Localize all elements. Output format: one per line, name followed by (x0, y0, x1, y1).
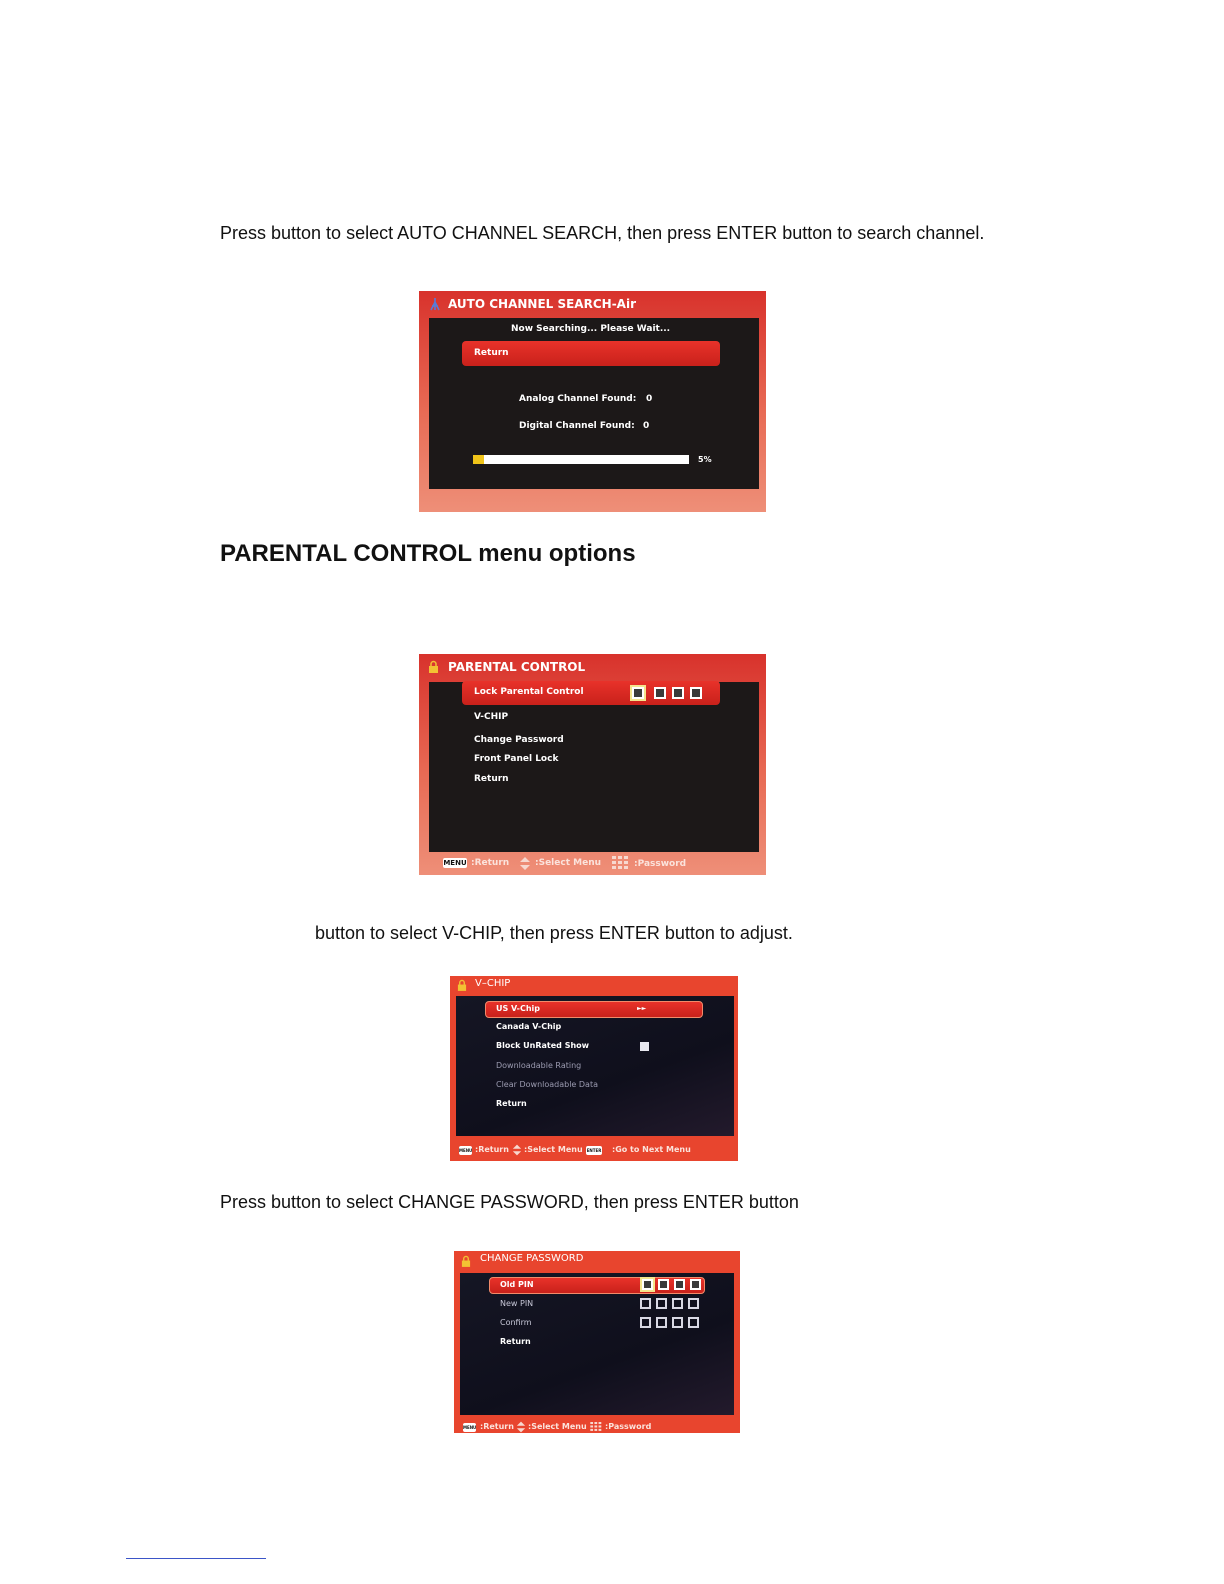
up-down-icon (519, 857, 531, 870)
menu-item-vchip[interactable]: V-CHIP (474, 712, 509, 722)
confirm-pin-digit-3[interactable] (672, 1317, 683, 1328)
menu-item-canada-vchip[interactable]: Canada V-Chip (496, 1022, 562, 1031)
new-pin-digit-4[interactable] (688, 1298, 699, 1309)
footer-password: :Password (634, 859, 687, 869)
footer-return: :Return (480, 1422, 514, 1431)
pin-digit-2[interactable] (654, 687, 666, 699)
footer-return: :Return (475, 1145, 509, 1154)
screen-title: AUTO CHANNEL SEARCH-Air (448, 297, 636, 311)
footer-select: :Select Menu (524, 1145, 583, 1154)
menu-item-front-panel-lock[interactable]: Front Panel Lock (474, 754, 559, 764)
footer-select: :Select Menu (528, 1422, 587, 1431)
new-pin-digit-3[interactable] (672, 1298, 683, 1309)
screen-body (429, 682, 759, 852)
menu-item-label: Lock Parental Control (474, 687, 584, 697)
parental-control-screen (419, 654, 766, 875)
new-pin-digit-2[interactable] (656, 1298, 667, 1309)
menu-key-icon: MENU (463, 1425, 477, 1430)
vchip-screen (450, 976, 738, 1161)
menu-item-confirm[interactable]: Confirm (500, 1318, 532, 1327)
auto-channel-search-screen (419, 291, 766, 512)
pin-digit-3[interactable] (672, 687, 684, 699)
pin-digit-4[interactable] (690, 687, 702, 699)
keypad-icon (612, 856, 630, 872)
block-unrated-checkbox[interactable] (640, 1042, 649, 1051)
menu-key-icon: MENU (443, 859, 467, 867)
menu-item-return[interactable]: Return (500, 1337, 531, 1346)
menu-item-change-password[interactable]: Change Password (474, 735, 564, 745)
old-pin-digit-3[interactable] (674, 1279, 685, 1290)
menu-item-label: Old PIN (500, 1280, 534, 1289)
menu-item-block-unrated-show[interactable]: Block UnRated Show (496, 1041, 590, 1050)
keypad-icon (590, 1422, 603, 1433)
menu-item-return[interactable]: Return (474, 774, 509, 784)
analog-channel-value: 0 (646, 394, 653, 404)
antenna-icon (429, 297, 441, 311)
menu-item-label: US V-Chip (496, 1004, 541, 1013)
up-down-icon (516, 1421, 526, 1433)
menu-item-us-vchip[interactable] (485, 1001, 703, 1018)
progress-percent: 5% (698, 455, 712, 464)
arrow-right-icon: ►► (637, 1005, 647, 1012)
footnote-separator (126, 1558, 266, 1559)
footer-select: :Select Menu (535, 858, 602, 868)
confirm-pin-digit-1[interactable] (640, 1317, 651, 1328)
digital-channel-label: Digital Channel Found: (519, 421, 635, 431)
progress-bar (473, 455, 689, 464)
confirm-pin-digit-2[interactable] (656, 1317, 667, 1328)
menu-item-downloadable-rating: Downloadable Rating (496, 1061, 582, 1070)
old-pin-digit-2[interactable] (658, 1279, 669, 1290)
screen-title: V–CHIP (475, 978, 511, 989)
screen-title: PARENTAL CONTROL (448, 660, 586, 674)
status-text: Now Searching... Please Wait... (511, 324, 671, 334)
menu-item-old-pin[interactable] (489, 1277, 705, 1294)
new-pin-digit-1[interactable] (640, 1298, 651, 1309)
screen-title: CHANGE PASSWORD (480, 1253, 584, 1264)
footer-return: :Return (471, 858, 510, 868)
footer-next-menu: :Go to Next Menu (612, 1145, 691, 1154)
menu-key-icon: MENU (459, 1148, 473, 1153)
old-pin-digit-1[interactable] (642, 1279, 653, 1290)
section-heading: PARENTAL CONTROL menu options (220, 540, 636, 567)
up-down-icon (512, 1144, 522, 1156)
digital-channel-value: 0 (643, 421, 650, 431)
return-label: Return (474, 348, 509, 358)
analog-channel-label: Analog Channel Found: (519, 394, 637, 404)
menu-item-clear-downloadable-data: Clear Downloadable Data (496, 1080, 598, 1089)
lock-icon (428, 660, 439, 673)
instruction-auto-search: Press button to select AUTO CHANNEL SEARCH, then press ENTER button to search channel. (220, 223, 985, 243)
progress-fill (473, 455, 484, 464)
instruction-vchip: button to select V-CHIP, then press ENTER button to adjust. (315, 923, 793, 943)
change-password-screen (454, 1251, 740, 1433)
lock-icon (457, 979, 467, 991)
footer-password: :Password (605, 1422, 652, 1431)
old-pin-digit-4[interactable] (690, 1279, 701, 1290)
menu-item-new-pin[interactable]: New PIN (500, 1299, 534, 1308)
return-menu-item[interactable] (462, 341, 720, 366)
enter-key-icon: ENTER (586, 1148, 602, 1153)
instruction-change-password: Press button to select CHANGE PASSWORD, then press ENTER button (220, 1192, 799, 1212)
confirm-pin-digit-4[interactable] (688, 1317, 699, 1328)
pin-digit-1[interactable] (632, 687, 644, 699)
menu-item-return[interactable]: Return (496, 1099, 527, 1108)
lock-icon (461, 1255, 471, 1267)
